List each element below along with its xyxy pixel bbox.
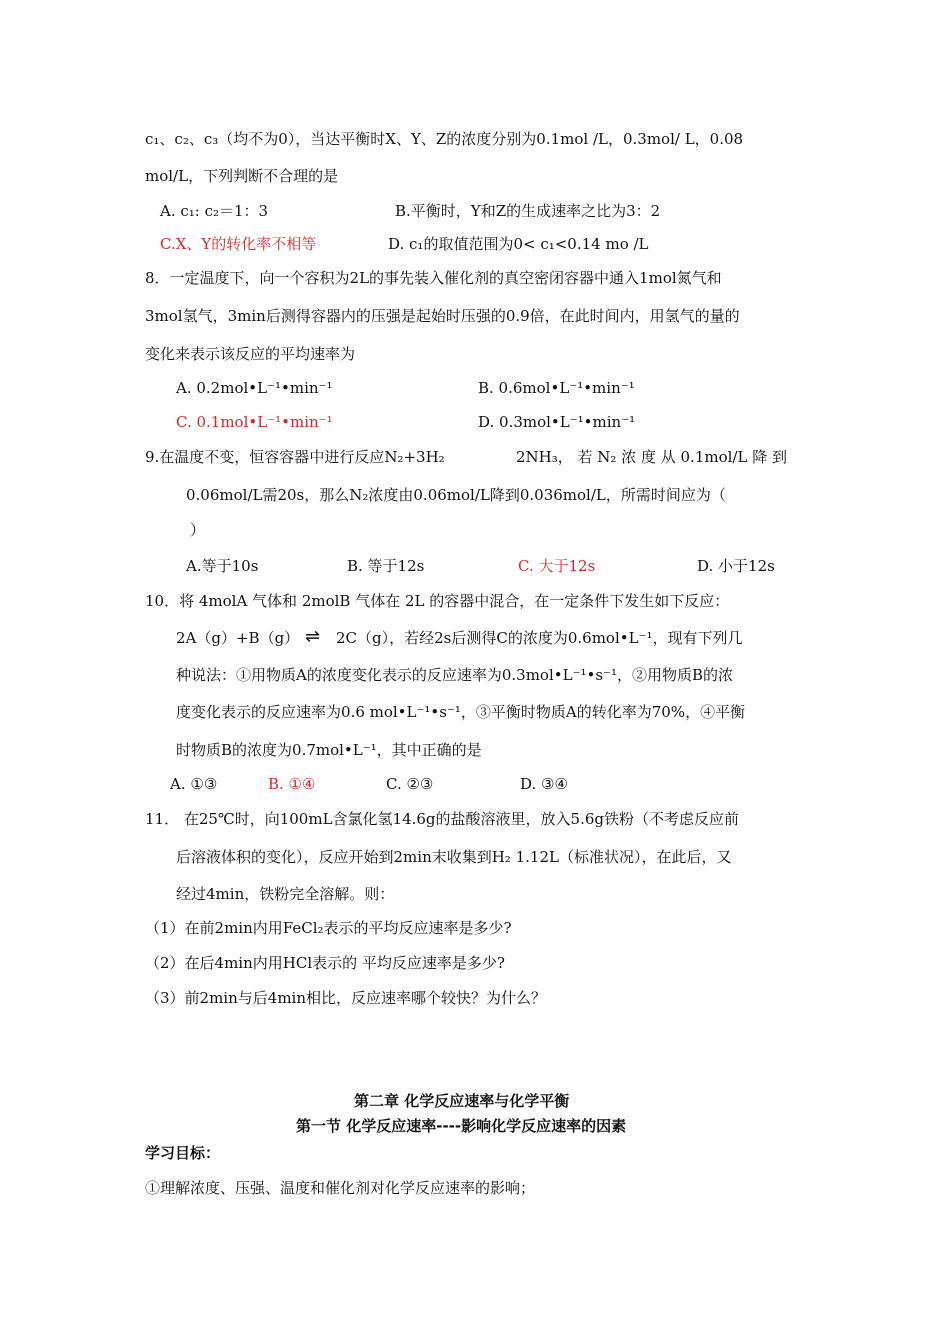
q11-line3: 经过4min，铁粉完全溶解。则： (176, 885, 395, 903)
q8-line3: 变化来表示该反应的平均速率为 (145, 345, 356, 363)
q11-subquestion-3: （3）前2min与后4min相比，反应速率哪个较快？为什么？ (145, 989, 546, 1007)
learning-goals-heading: 学习目标： (145, 1144, 221, 1162)
q8-option-a: A. 0.2mol•L⁻¹•min⁻¹ (176, 379, 333, 397)
q9-option-c-answer: C. 大于12s (518, 557, 596, 575)
chapter-title: 第二章 化学反应速率与化学平衡 (354, 1092, 570, 1110)
q10-line1: 10．将 4molA 气体和 2molB 气体在 2L 的容器中混合，在一定条件下发生如下反应： (145, 592, 730, 610)
q10-option-c: C. ②③ (386, 775, 434, 793)
q10-line2-rest: 2C（g），若经2s后测得C的浓度为0.6mol•L⁻¹，现有下列几 (336, 629, 743, 647)
q10-line3: 种说法：①用物质A的浓度变化表示的反应速率为0.3mol•L⁻¹•s⁻¹，②用物质B的浓 (176, 666, 733, 684)
q9-option-d: D. 小于12s (697, 557, 775, 575)
q10-line2-reactants: 2A（g）+B（g） (176, 629, 300, 647)
q8-line2: 3mol氢气，3min后测得容器内的压强是起始时压强的0.9倍，在此时间内，用氢气的量的 (145, 307, 740, 325)
q11-line2: 后溶液体积的变化），反应开始到2min末收集到H₂ 1.12L（标准状况），在此后，又 (176, 848, 732, 866)
q8-option-b: B. 0.6mol•L⁻¹•min⁻¹ (478, 379, 635, 397)
q9-line2: 0.06mol/L需20s，那么N₂浓度由0.06mol/L降到0.036mol/L，所需时间应为（ (186, 486, 726, 504)
q7-option-c-answer: C.X、Y的转化率不相等 (160, 235, 317, 253)
q9-option-a: A.等于10s (186, 557, 259, 575)
learning-goal-1: ①理解浓度、压强、温度和催化剂对化学反应速率的影响； (145, 1179, 536, 1197)
q10-option-b-answer: B. ①④ (268, 775, 316, 793)
q8-option-d: D. 0.3mol•L⁻¹•min⁻¹ (478, 413, 636, 431)
q8-option-c-answer: C. 0.1mol•L⁻¹•min⁻¹ (176, 413, 333, 431)
q7-line2: mol/L，下列判断不合理的是 (145, 167, 339, 185)
equilibrium-arrow-icon: ⇌ (305, 626, 321, 647)
q10-line4: 度变化表示的反应速率为0.6 mol•L⁻¹•s⁻¹，③平衡时物质A的转化率为70%，④平衡 (176, 703, 746, 721)
q10-option-d: D. ③④ (520, 775, 568, 793)
q7-option-a: A. c₁: c₂＝1：3 (160, 202, 269, 220)
q7-option-d: D. c₁的取值范围为0< c₁<0.14 mo /L (388, 235, 649, 253)
q11-subquestion-1: （1）在前2min内用FeCl₂表示的平均反应速率是多少? (145, 919, 512, 937)
q7-option-b: B.平衡时，Y和Z的生成速率之比为3：2 (395, 202, 661, 220)
q9-line1-reaction: 9.在温度不变，恒容容器中进行反应N₂+3H₂ (145, 448, 445, 466)
q10-option-a: A. ①③ (170, 775, 218, 793)
q11-line1: 11． 在25℃时，向100mL含氯化氢14.6g的盐酸溶液里，放入5.6g铁粉（不考虑反应前 (145, 810, 739, 828)
q11-subquestion-2: （2）在后4min内用HCl表示的 平均反应速率是多少? (145, 954, 505, 972)
q8-line1: 8．一定温度下，向一个容积为2L的事先装入催化剂的真空密闭容器中通入1mol氮气和 (145, 269, 722, 287)
q9-line3: ） (190, 521, 206, 539)
q9-option-b: B. 等于12s (347, 557, 425, 575)
q10-line5: 时物质B的浓度为0.7mol•L⁻¹，其中正确的是 (176, 741, 482, 759)
q9-line1-condition: 2NH₃， 若 N₂ 浓 度 从 0.1mol/L 降 到 (516, 448, 787, 466)
section-subtitle: 第一节 化学反应速率----影响化学反应速率的因素 (296, 1117, 627, 1135)
q7-line1: c₁、c₂、c₃（均不为0），当达平衡时X、Y、Z的浓度分别为0.1mol /L，0.3mol/ L，0.08 (145, 130, 744, 148)
